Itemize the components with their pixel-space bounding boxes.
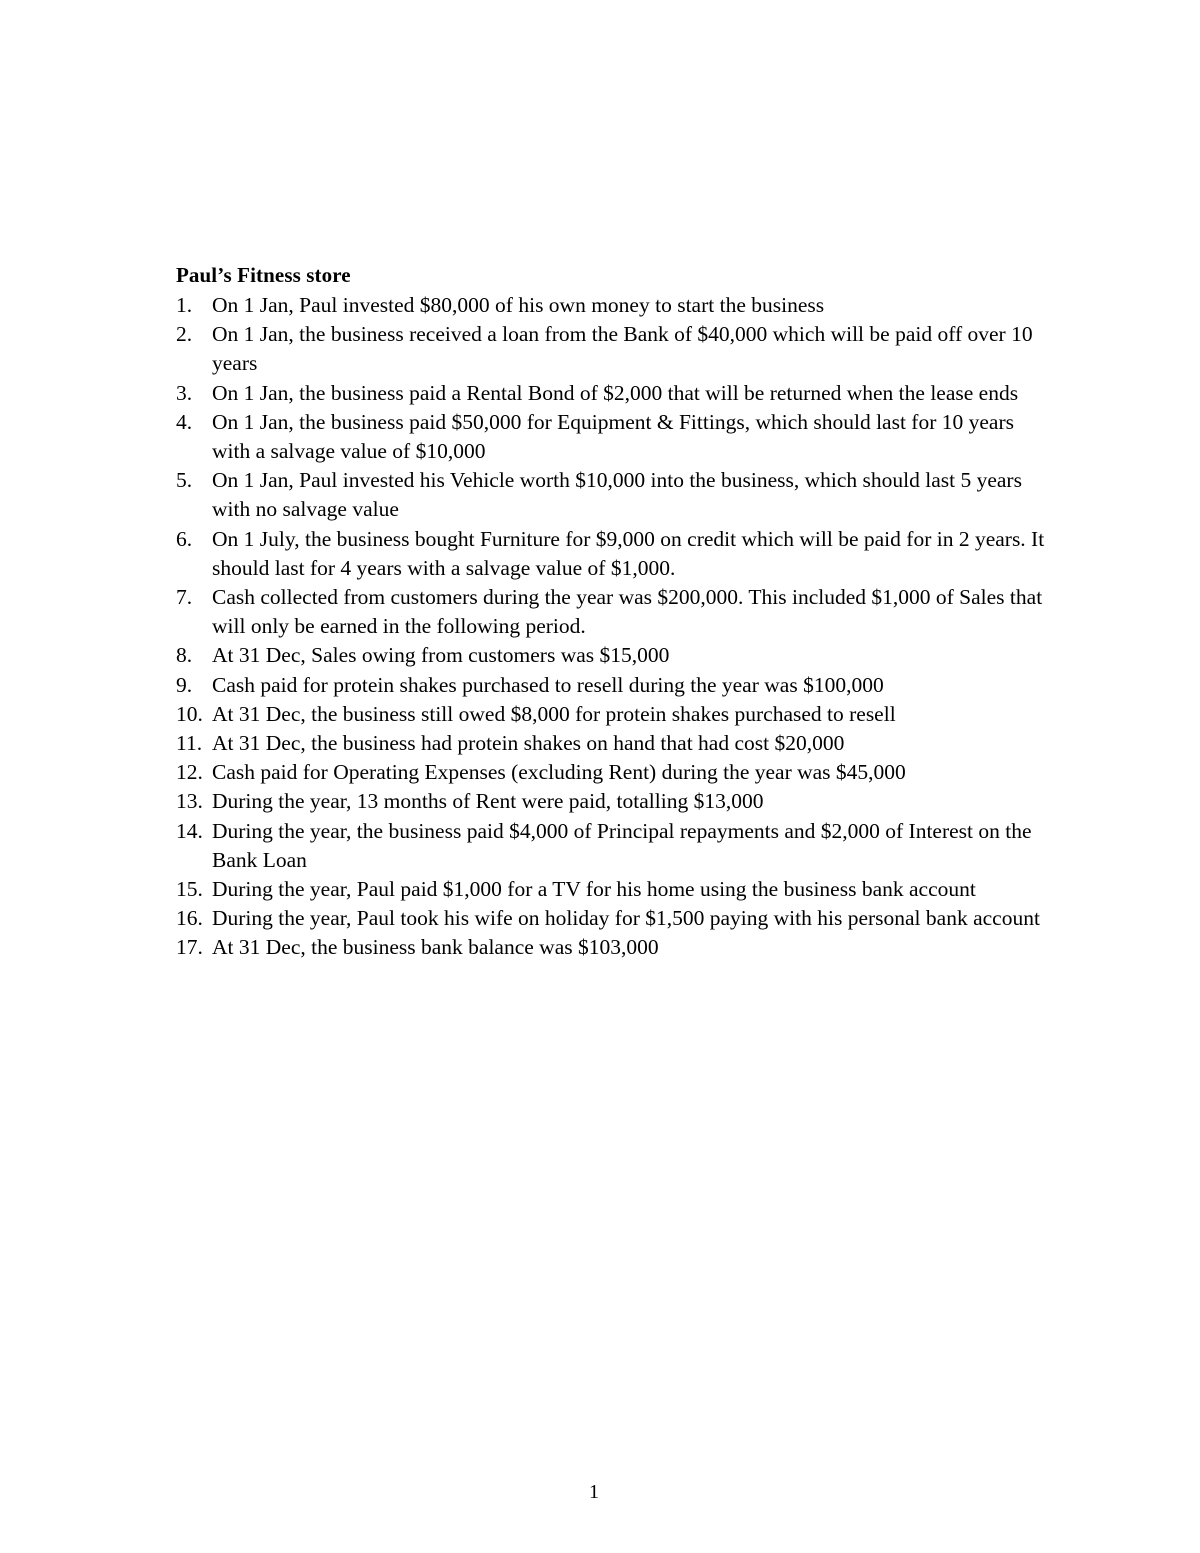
item-text: Cash paid for Operating Expenses (excluding Rent) during the year was $45,000	[212, 760, 906, 785]
list-item	[176, 700, 1056, 729]
list-item	[176, 933, 1056, 962]
item-number: 8.	[176, 643, 193, 668]
item-number: 12.	[176, 760, 203, 785]
item-number: 5.	[176, 468, 193, 493]
item-text: At 31 Dec, the business still owed $8,000 for protein shakes purchased to resell	[212, 701, 896, 726]
item-number: 6.	[176, 526, 193, 551]
item-number: 10.	[176, 701, 203, 726]
list-item	[176, 379, 1056, 408]
item-text: Cash paid for protein shakes purchased to resell during the year was $100,000	[212, 672, 884, 697]
list-item	[176, 466, 1056, 524]
transaction-list	[176, 291, 1056, 963]
list-item	[176, 583, 1056, 641]
item-number: 9.	[176, 672, 193, 697]
list-item	[176, 817, 1056, 875]
list-item	[176, 291, 1056, 320]
list-item	[176, 671, 1056, 700]
item-number: 16.	[176, 906, 203, 931]
item-text: During the year, the business paid $4,000 of Principal repayments and $2,000 of Interest on the Bank Loan	[212, 818, 1032, 872]
item-number: 1.	[176, 293, 193, 317]
item-number: 17.	[176, 935, 203, 960]
item-text: On 1 Jan, the business received a loan from the Bank of $40,000 which will be paid off over 10 years	[212, 322, 1033, 376]
list-item	[176, 525, 1056, 583]
item-text: At 31 Dec, the business bank balance was $103,000	[212, 935, 659, 960]
item-number: 14.	[176, 818, 203, 843]
item-text: At 31 Dec, the business had protein shakes on hand that had cost $20,000	[212, 731, 845, 756]
item-text: On 1 Jan, the business paid $50,000 for Equipment & Fittings, which should last for 10 years with a salvage value of $10,000	[212, 409, 1014, 464]
list-item	[176, 729, 1056, 758]
item-text: On 1 Jan, the business paid a Rental Bond of $2,000 that will be returned when the lease ends	[212, 380, 1019, 405]
item-text: On 1 Jan, Paul invested his Vehicle worth $10,000 into the business, which should last 5 years with no salvage value	[212, 468, 1022, 522]
item-number: 2.	[176, 322, 193, 347]
item-text: On 1 Jan, Paul invested $80,000 of his own money to start the business	[212, 293, 825, 317]
item-text: During the year, 13 months of Rent were paid, totalling $13,000	[212, 789, 764, 814]
page-number: 1	[589, 1481, 599, 1503]
document-body	[176, 260, 1056, 963]
item-number: 15.	[176, 877, 203, 902]
list-item	[176, 904, 1056, 933]
item-number: 3.	[176, 380, 193, 405]
item-number: 7.	[176, 585, 193, 610]
item-text: During the year, Paul paid $1,000 for a TV for his home using the business bank account	[212, 877, 976, 902]
list-item	[176, 787, 1056, 816]
list-item	[176, 408, 1056, 466]
item-number: 4.	[176, 409, 193, 434]
item-number: 13.	[176, 789, 203, 814]
item-text: At 31 Dec, Sales owing from customers was $15,000	[212, 643, 670, 668]
item-text: Cash collected from customers during the year was $200,000. This included $1,000 of Sales that will only be earned in the following period.	[212, 585, 1043, 639]
item-text: On 1 July, the business bought Furniture for $9,000 on credit which will be paid for in 2 years. It should last for 4 years with a salvage value of $1,000.	[212, 526, 1045, 580]
document-title: Paul’s Fitness store	[176, 263, 351, 287]
item-number: 11.	[176, 731, 203, 756]
list-item	[176, 875, 1056, 904]
list-item	[176, 320, 1056, 378]
item-text: During the year, Paul took his wife on holiday for $1,500 paying with his personal bank account	[212, 906, 1040, 931]
list-item	[176, 758, 1056, 787]
list-item	[176, 641, 1056, 670]
